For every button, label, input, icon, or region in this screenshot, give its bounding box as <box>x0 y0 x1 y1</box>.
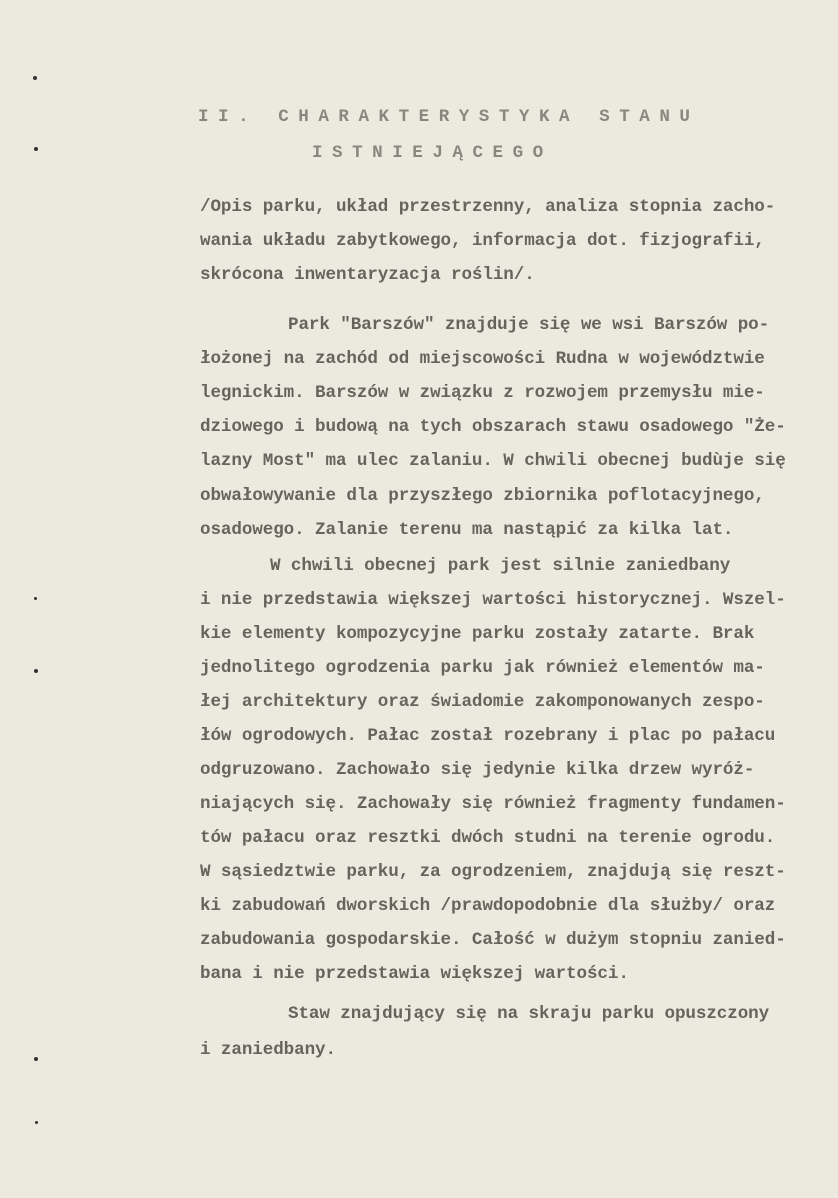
margin-mark <box>34 1057 38 1061</box>
subtitle-line: wania układu zabytkowego, informacja dot. fizjografii, <box>200 231 765 251</box>
paragraph2-line: W sąsiedztwie parku, za ogrodzeniem, znajdują się reszt- <box>200 862 786 882</box>
paragraph3-line: i zaniedbany. <box>200 1040 336 1060</box>
margin-mark <box>35 1121 38 1124</box>
paragraph1-line: osadowego. Zalanie terenu ma nastąpić za kilka lat. <box>200 520 734 540</box>
heading-line-2: ISTNIEJĄCEGO <box>312 143 553 163</box>
paragraph1-line: legnickim. Barszów w związku z rozwojem przemysłu mie- <box>200 383 765 403</box>
paragraph2-line: łów ogrodowych. Pałac został rozebrany i plac po pałacu <box>200 726 776 746</box>
paragraph1-line: Park "Barszów" znajduje się we wsi Barszów po- <box>288 315 770 335</box>
paragraph2-line: zabudowania gospodarskie. Całość w dużym stopniu zanied- <box>200 930 786 950</box>
paragraph1-line: obwałowywanie dla przyszłego zbiornika poflotacyjnego, <box>200 486 765 506</box>
paragraph2-line: łej architektury oraz świadomie zakomponowanych zespo- <box>200 692 765 712</box>
paragraph2-line: ki zabudowań dworskich /prawdopodobnie dla służby/ oraz <box>200 896 776 916</box>
subtitle-line: /Opis parku, układ przestrzenny, analiza stopnia zacho- <box>200 197 776 217</box>
paragraph2-line: bana i nie przedstawia większej wartości. <box>200 964 629 984</box>
paragraph2-line: niających się. Zachowały się również fragmenty fundamen- <box>200 794 786 814</box>
paragraph2-line: W chwili obecnej park jest silnie zaniedbany <box>270 556 731 576</box>
paragraph1-line: lazny Most" ma ulec zalaniu. W chwili obecnej budùje się <box>200 451 786 471</box>
margin-mark <box>34 669 38 673</box>
paragraph2-line: jednolitego ogrodzenia parku jak również elementów ma- <box>200 658 765 678</box>
subtitle-line: skrócona inwentaryzacja roślin/. <box>200 265 535 285</box>
margin-mark <box>34 597 37 600</box>
margin-mark <box>33 76 37 80</box>
paragraph2-line: kie elementy kompozycyjne parku zostały zatarte. Brak <box>200 624 755 644</box>
paragraph2-line: tów pałacu oraz resztki dwóch studni na terenie ogrodu. <box>200 828 776 848</box>
paragraph1-line: łożonej na zachód od miejscowości Rudna w województwie <box>200 349 765 369</box>
paragraph2-line: odgruzowano. Zachowało się jedynie kilka drzew wyróż- <box>200 760 755 780</box>
margin-mark <box>34 147 38 151</box>
paragraph1-line: dziowego i budową na tych obszarach stawu osadowego "Że- <box>200 417 786 437</box>
heading-line-1: II. CHARAKTERYSTYKA STANU <box>198 107 700 127</box>
paragraph2-line: i nie przedstawia większej wartości historycznej. Wszel- <box>200 590 786 610</box>
paragraph3-line: Staw znajdujący się na skraju parku opuszczony <box>288 1004 770 1024</box>
